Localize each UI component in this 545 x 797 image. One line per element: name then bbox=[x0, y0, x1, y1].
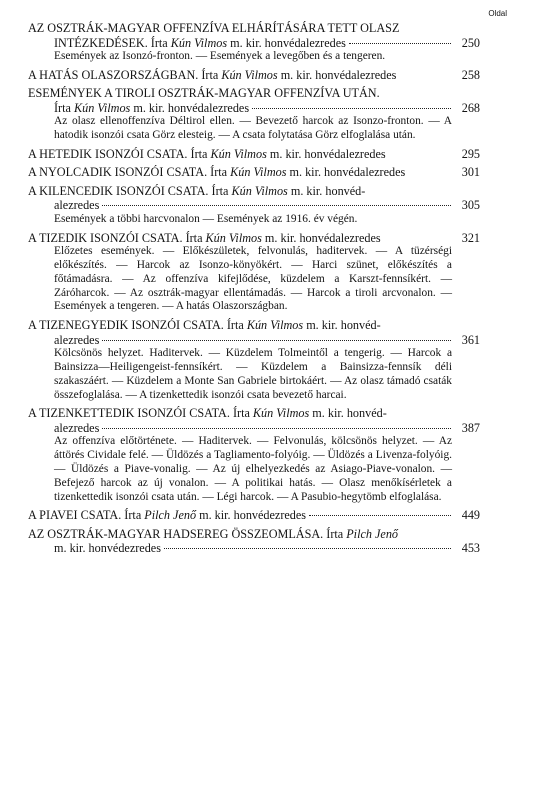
toc-entry[interactable] bbox=[28, 68, 480, 83]
toc-entry[interactable] bbox=[28, 231, 480, 314]
entry-page: 321 bbox=[461, 230, 480, 245]
entry-title: A TIZENKETTEDIK ISONZÓI CSATA. Írta bbox=[28, 406, 253, 421]
entry-rank: m. kir. honvédalezredes bbox=[261, 230, 381, 245]
entry-rank: m. kir. honvédalezredes bbox=[130, 100, 250, 115]
leader-dots bbox=[349, 43, 451, 44]
entry-rank: m. kir. honvédalezredes bbox=[227, 35, 346, 50]
entry-title-cont: INTÉZKEDÉSEK. Írta bbox=[54, 35, 171, 50]
entry-page: 387 bbox=[461, 420, 480, 435]
entry-title: A KILENCEDIK ISONZÓI CSATA. Írta bbox=[28, 183, 232, 198]
entry-description: Előzetes események. — Előkészületek, felvonulás, haditervek. — A tüzérségi előkészítés. — Harcok az Isonzo-könyökért. — Harci szünet, előkészítés a főtámadásra. — Az offenzíva kifejlődése, küzdelem a Karszt-fennsíkért. — Záróharcok. — Az osztrák-magyar ellentámadás. — Harcok a tiroli arcvonalon. — Események a tengeren. — A hatás Olaszországban. bbox=[54, 245, 452, 313]
entry-page: 361 bbox=[461, 332, 480, 347]
toc-entry[interactable] bbox=[28, 147, 480, 162]
entry-page: 250 bbox=[461, 35, 480, 50]
entry-author: Kún Vilmos bbox=[230, 165, 287, 180]
entry-author: Kún Vilmos bbox=[205, 230, 262, 245]
leader-dots bbox=[252, 108, 451, 109]
leader-dots bbox=[102, 205, 451, 206]
entry-description: Kölcsönös helyzet. Haditervek. — Küzdelem Tolmeintől a tengerig. — Harcok a Bainsizza—Heiligengeist-fennsíkért. — Küzdelem a Bainsizza-fennsík déli szakaszáért. — Küzdelem a Monte San Gabriele birtokáért. — Az olasz támadó csaták összefoglalása. — A tizenkettedik isonzói csata bevezető harcai. bbox=[54, 347, 452, 401]
leader-dots bbox=[164, 548, 451, 549]
entry-author: Kún Vilmos bbox=[221, 67, 278, 82]
entry-description: Az offenzíva előtörténete. — Haditervek. — Felvonulás, kölcsönös helyzet. — Az áttörés Cividale felé. — Üldözés a Tagliamento-folyóig. — Üldözés a Livenza-folyóig. — Üldözés a Piave-vonalig. — Az új elhelyezkedés az Asiago-Piave-vonalon. — Befejező harcok az új vonalon. — A politikai hatás. — Olasz menőkísérletek a tizenkettedik isonzói csata után. — Légi harcok. — A Pasubio-hegytömb elfoglalása. bbox=[54, 435, 452, 503]
entry-author: Kún Vilmos bbox=[252, 406, 310, 421]
entry-title: A NYOLCADIK ISONZÓI CSATA. Írta bbox=[28, 165, 231, 180]
entry-rank: m. kir. honvédalezredes bbox=[277, 67, 397, 82]
leader-dots bbox=[309, 515, 451, 516]
entry-author: Kún Vilmos bbox=[210, 146, 267, 161]
entry-page: 295 bbox=[461, 146, 480, 161]
entry-title-cont: Írta bbox=[54, 100, 74, 115]
toc-list bbox=[28, 21, 480, 560]
entry-rank: m. kir. honvéd- bbox=[303, 318, 381, 333]
entry-rank: m. kir. honvédezredes bbox=[196, 508, 307, 523]
entry-rank-cont: alezredes bbox=[54, 198, 100, 213]
entry-title: ESEMÉNYEK A TIROLI OSZTRÁK-MAGYAR OFFENZÍVA UTÁN. bbox=[28, 86, 380, 101]
leader-dots bbox=[102, 340, 451, 341]
entry-title: A PIAVEI CSATA. Írta bbox=[28, 508, 145, 523]
toc-entry[interactable] bbox=[28, 318, 480, 402]
entry-page: 449 bbox=[461, 508, 480, 523]
entry-author: Kún Vilmos bbox=[231, 183, 288, 198]
leader-dots bbox=[102, 428, 451, 429]
entry-title: A HATÁS OLASZORSZÁGBAN. Írta bbox=[28, 67, 222, 82]
entry-title: A TIZENEGYEDIK ISONZÓI CSATA. Írta bbox=[28, 318, 247, 333]
entry-title: A HETEDIK ISONZÓI CSATA. Írta bbox=[28, 146, 211, 161]
entry-title: AZ OSZTRÁK-MAGYAR HADSEREG ÖSSZEOMLÁSA. Írta bbox=[28, 526, 347, 541]
toc-entry[interactable] bbox=[28, 527, 480, 556]
entry-rank: m. kir. honvédalezredes bbox=[266, 146, 386, 161]
toc-entry[interactable] bbox=[28, 406, 480, 504]
toc-entry[interactable] bbox=[28, 86, 480, 143]
entry-rank-cont: alezredes bbox=[54, 332, 100, 347]
entry-rank: m. kir. honvéd- bbox=[309, 406, 387, 421]
entry-author: Kún Vilmos bbox=[246, 318, 304, 333]
entry-page: 453 bbox=[461, 541, 480, 556]
entry-author: Kún Vilmos bbox=[170, 35, 228, 50]
entry-rank: m. kir. honvédalezredes bbox=[286, 165, 406, 180]
entry-rank-cont: m. kir. honvédezredes bbox=[54, 541, 161, 556]
toc-entry[interactable] bbox=[28, 21, 480, 64]
toc-entry[interactable] bbox=[28, 508, 480, 523]
entry-rank-cont: alezredes bbox=[54, 420, 100, 435]
entry-title: AZ OSZTRÁK-MAGYAR OFFENZÍVA ELHÁRÍTÁSÁRA TETT OLASZ bbox=[28, 21, 400, 35]
entry-description: Események a többi harcvonalon — Események az 1916. év végén. bbox=[54, 212, 358, 225]
entry-rank: m. kir. honvéd- bbox=[287, 183, 366, 198]
page-column-label: Oldal bbox=[488, 9, 507, 18]
entry-page: 301 bbox=[461, 165, 480, 180]
entry-author: Kún Vilmos bbox=[73, 100, 131, 115]
entry-author: Pilch Jenő bbox=[144, 508, 197, 523]
entry-author: Pilch Jenő bbox=[346, 526, 399, 541]
entry-title: A TIZEDIK ISONZÓI CSATA. Írta bbox=[28, 230, 206, 245]
entry-page: 268 bbox=[461, 100, 480, 115]
entry-description: Események az Isonzó-fronton. — Események a levegőben és a tengeren. bbox=[54, 50, 386, 62]
entry-page: 258 bbox=[461, 67, 480, 82]
toc-entry[interactable] bbox=[28, 184, 480, 227]
toc-entry[interactable] bbox=[28, 165, 480, 180]
entry-description: Az olasz ellenoffenzíva Déltirol ellen. — Bevezető harcok az Isonzo-fronton. — A hatodik isonzói csata Görz elesteig. — A csata folytatása Görz elfoglalása után. bbox=[54, 115, 452, 142]
entry-page: 305 bbox=[461, 198, 480, 213]
